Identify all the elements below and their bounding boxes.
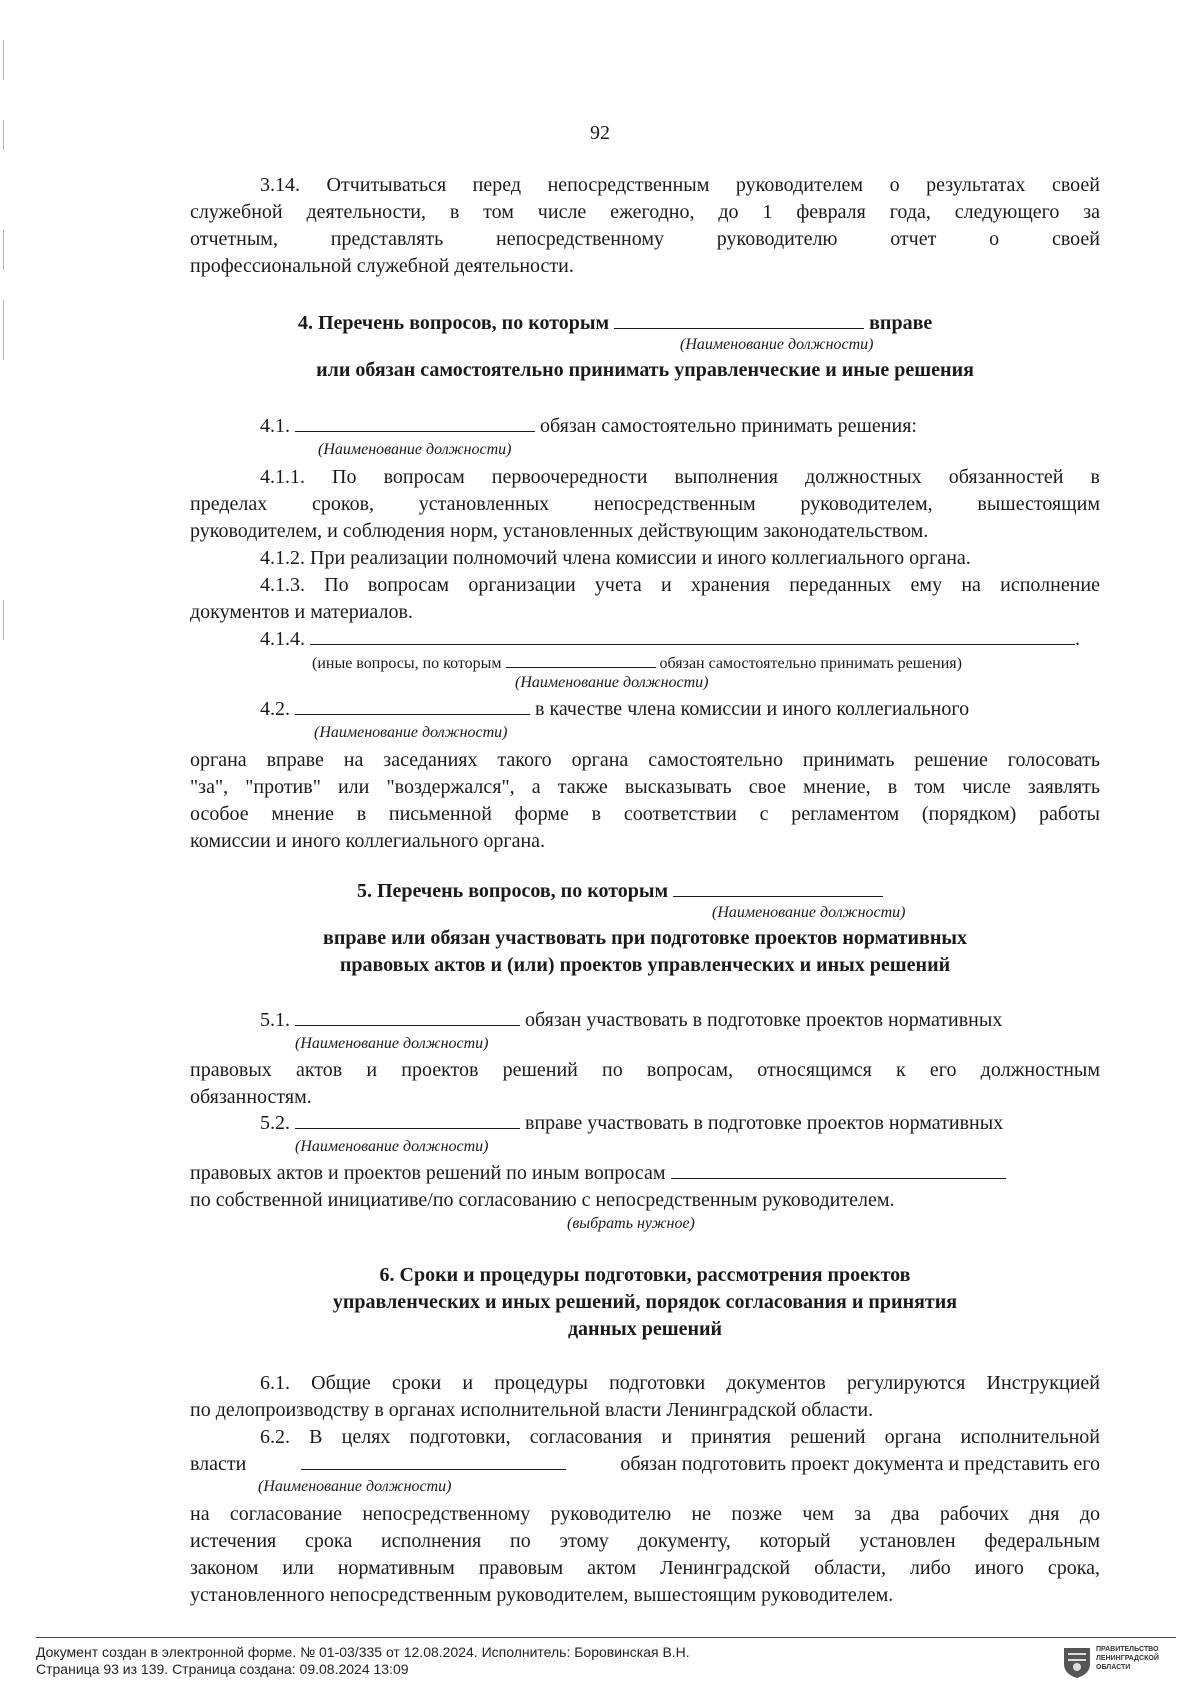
position-caption: (Наименование должности) — [295, 1138, 489, 1155]
paragraph-4-2-line: "за", "против" или "воздержался", а также высказывать свое мнение, в том числе заявлять — [190, 776, 1100, 798]
paragraph-6-2-line: законом или нормативным правовым актом Ленинградской области, либо иного срока, — [190, 1557, 1100, 1579]
section-5-heading-line2: вправе или обязан участвовать при подготовке проектов нормативных — [323, 927, 967, 949]
section-4-heading-line2: или обязан самостоятельно принимать управленческие и иные решения — [316, 359, 974, 381]
position-caption: (Наименование должности) — [318, 441, 512, 458]
section-6-heading-line: управленческих и иных решений, порядок согласования и принятия — [332, 1291, 958, 1313]
section-5-heading: 5. Перечень вопросов, по которым — [357, 878, 883, 905]
section-4-heading: 4. Перечень вопросов, по которым вправе — [298, 312, 933, 334]
position-blank — [295, 1007, 520, 1026]
paragraph-5-1-line: правовых актов и проектов решений по вопросам, относящимся к его должностным — [190, 1059, 1100, 1081]
paragraph-3-14-line: служебной деятельности, в том числе ежегодно, до 1 февраля года, следующего за — [190, 201, 1100, 223]
paragraph-4-1-1-line: пределах сроков, установленных непосредственным руководителем, вышестоящим — [190, 493, 1100, 515]
paragraph-6-1-line: 6.1. Общие сроки и процедуры подготовки документов регулируются Инструкцией — [260, 1372, 1100, 1394]
scan-edge — [3, 40, 4, 80]
paragraph-6-2-line: истечения срока исполнения по этому документу, который установлен федеральным — [190, 1530, 1100, 1552]
choose-caption: (выбрать нужное) — [567, 1215, 695, 1232]
position-caption: (Наименование должности) — [680, 336, 874, 353]
paragraph-5-1: 5.1. обязан участвовать в подготовке проектов нормативных — [260, 1009, 1003, 1031]
position-blank — [614, 310, 864, 329]
scan-edge — [3, 300, 4, 360]
paragraph-6-2-line: 6.2. В целях подготовки, согласования и принятия решений органа исполнительной — [260, 1426, 1100, 1448]
paragraph-6-1-line: по делопроизводству в органах исполнительной власти Ленинградской области. — [190, 1399, 874, 1421]
page-number: 92 — [590, 122, 610, 144]
section-5-heading-line3: правовых актов и (или) проектов управленческих и иных решений — [339, 954, 951, 976]
paragraph-5-2-line: по собственной инициативе/по согласованию с непосредственным руководителем. — [190, 1189, 895, 1211]
scan-edge — [3, 230, 4, 270]
section-6-heading-line: 6. Сроки и процедуры подготовки, рассмотрения проектов — [379, 1264, 911, 1286]
paragraph-5-1-line: обязанностям. — [190, 1086, 312, 1108]
position-blank — [301, 1451, 566, 1470]
position-blank — [295, 1110, 520, 1129]
issues-blank — [671, 1160, 1006, 1179]
paragraph-3-14-line: отчетным, представлять непосредственному руководителю отчет о своей — [190, 228, 1100, 250]
other-issues-note: (иные вопросы, по которым обязан самостоятельно принимать решения) — [312, 655, 962, 672]
position-caption: (Наименование должности) — [314, 724, 508, 741]
paragraph-3-14-line: 3.14. Отчитываться перед непосредственным руководителем о результатах своей — [260, 174, 1100, 196]
other-issues-blank — [310, 626, 1075, 645]
footer-document-info: Документ создан в электронной форме. № 01-03/335 от 12.08.2024. Исполнитель: Боровинская В.Н. — [36, 1644, 690, 1660]
paragraph-6-2-line: власти обязан подготовить проект документа и представить его — [190, 1453, 1100, 1475]
paragraph-5-2-line: правовых актов и проектов решений по иным вопросам — [190, 1160, 1100, 1187]
position-blank — [295, 696, 530, 715]
coat-of-arms-icon — [1062, 1646, 1092, 1680]
position-blank — [673, 878, 883, 897]
paragraph-4-2: 4.2. в качестве члена комиссии и иного коллегиального — [260, 698, 970, 720]
footer-page-info: Страница 93 из 139. Страница создана: 09.08.2024 13:09 — [36, 1661, 409, 1677]
paragraph-6-2-line: установленного непосредственным руководителем, вышестоящим руководителем. — [190, 1584, 894, 1606]
paragraph-4-1-1-line: руководителем, и соблюдения норм, установленных действующим законодательством. — [190, 520, 929, 542]
paragraph-4-2-line: органа вправе на заседаниях такого органа самостоятельно принимать решение голосовать — [190, 749, 1100, 771]
position-blank — [295, 413, 535, 432]
paragraph-4-1-1-line: 4.1.1. По вопросам первоочередности выполнения должностных обязанностей в — [260, 466, 1100, 488]
position-caption: (Наименование должности) — [295, 1035, 489, 1052]
paragraph-4-1-4: 4.1.4. . — [260, 628, 1080, 650]
paragraph-3-14-line: профессиональной служебной деятельности. — [190, 255, 574, 277]
paragraph-4-2-line: комиссии и иного коллегиального органа. — [190, 830, 546, 852]
position-caption: (Наименование должности) — [515, 674, 709, 691]
government-logo-text: ПРАВИТЕЛЬСТВО ЛЕНИНГРАДСКОЙ ОБЛАСТИ — [1096, 1646, 1159, 1671]
scan-edge — [3, 600, 4, 640]
paragraph-6-2-line: на согласование непосредственному руководителю не позже чем за два рабочих дня до — [190, 1503, 1100, 1525]
paragraph-4-1-3-line: 4.1.3. По вопросам организации учета и хранения переданных ему на исполнение — [260, 574, 1100, 596]
footer-rule — [36, 1637, 1176, 1638]
position-blank — [506, 654, 656, 668]
position-caption: (Наименование должности) — [258, 1478, 452, 1495]
section-6-heading-line: данных решений — [567, 1318, 723, 1340]
paragraph-4-1: 4.1. обязан самостоятельно принимать решения: — [260, 415, 917, 437]
position-caption: (Наименование должности) — [712, 904, 906, 921]
paragraph-5-2: 5.2. вправе участвовать в подготовке проектов нормативных — [260, 1112, 1004, 1134]
paragraph-4-1-3-line: документов и материалов. — [190, 601, 413, 623]
scan-edge — [3, 120, 4, 150]
paragraph-4-1-2: 4.1.2. При реализации полномочий члена комиссии и иного коллегиального органа. — [260, 547, 971, 569]
paragraph-4-2-line: особое мнение в письменной форме в соответствии с регламентом (порядком) работы — [190, 803, 1100, 825]
